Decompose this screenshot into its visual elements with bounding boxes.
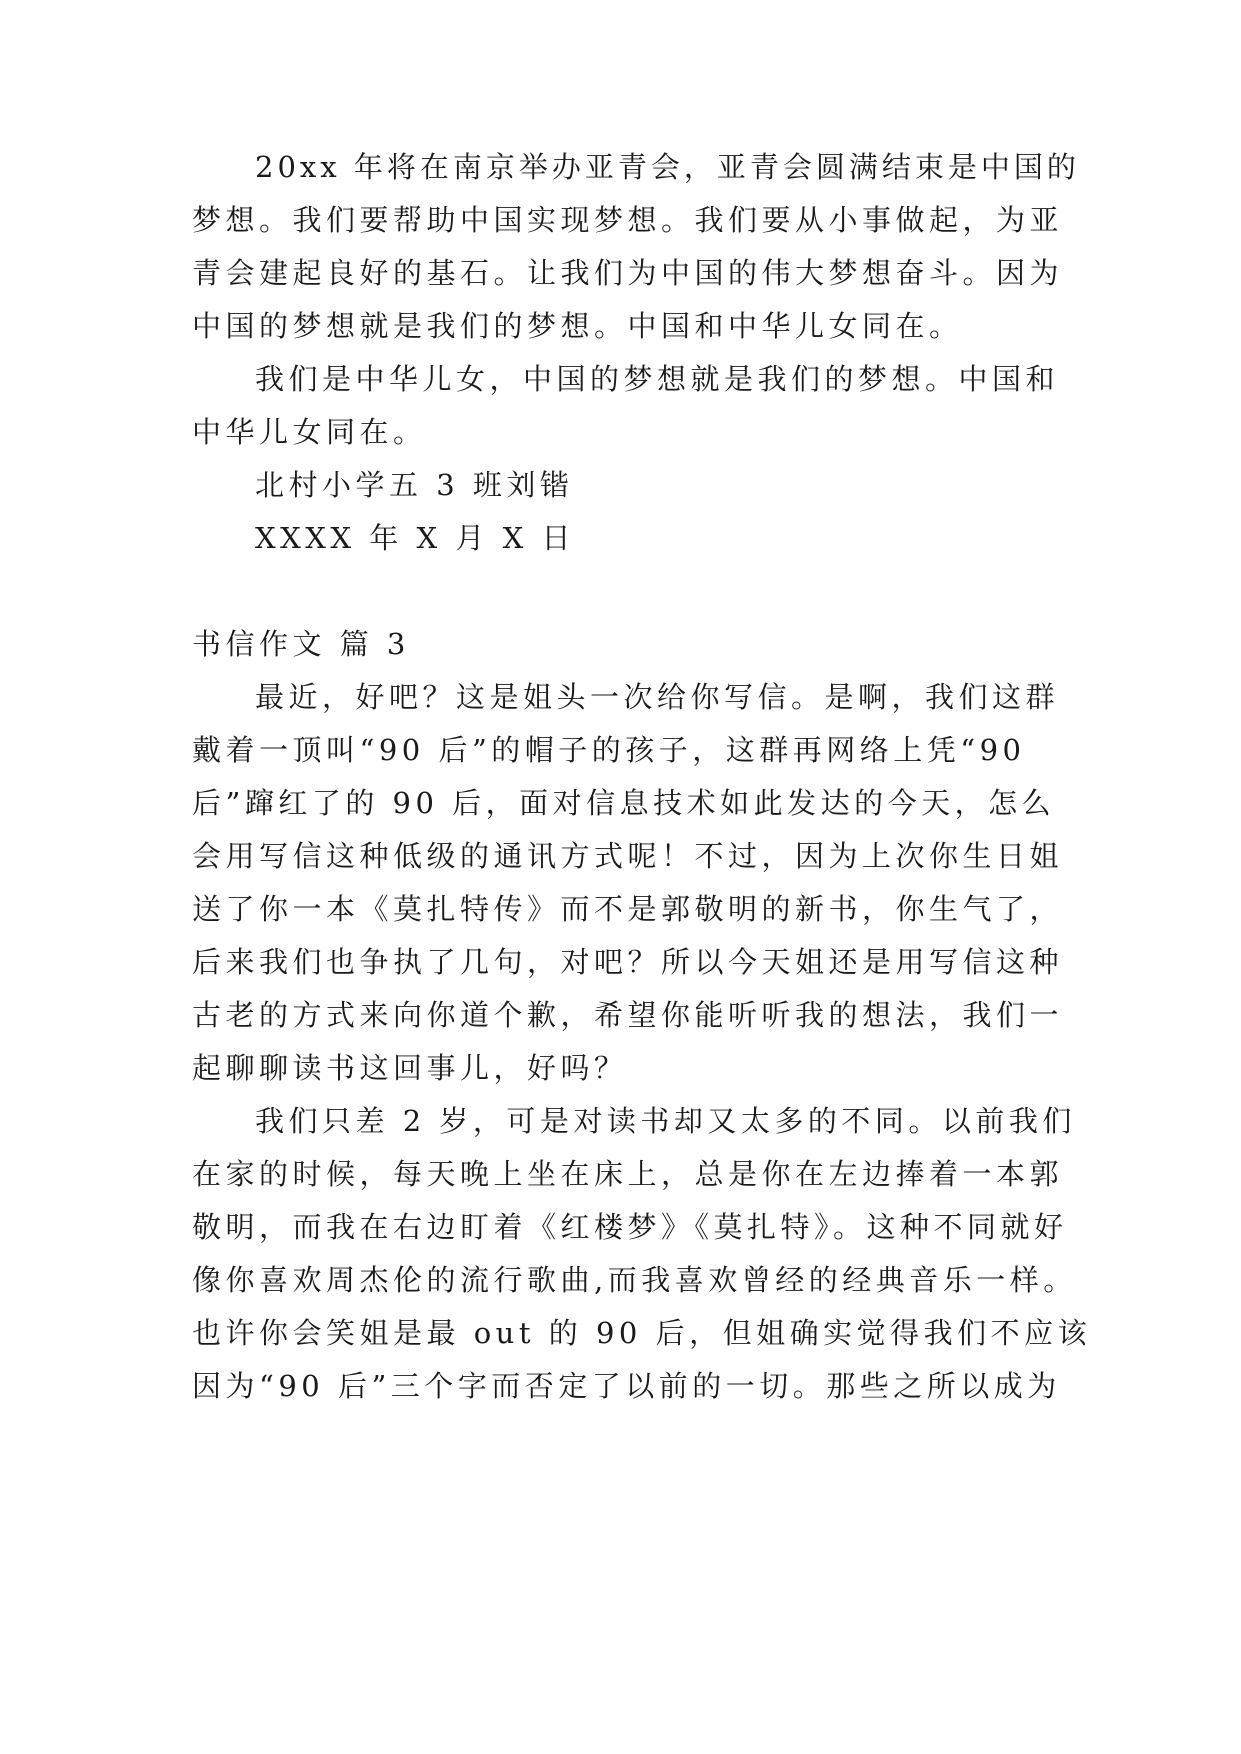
- date-line: XXXX 年 X 月 X 日: [255, 521, 575, 555]
- text-line: 起聊聊读书这回事儿，好吗？: [192, 1051, 628, 1085]
- text-line: 后来我们也争执了几句，对吧？所以今天姐还是用写信这种: [192, 945, 1064, 979]
- text-line: 中华儿女同在。: [192, 415, 427, 449]
- text-line: 最近，好吧？这是姐头一次给你写信。是啊，我们这群: [255, 680, 1060, 714]
- text-line: 后”蹿红了的 90 后，面对信息技术如此发达的今天，怎么: [192, 786, 1056, 820]
- text-line: 中国的梦想就是我们的梦想。中国和中华儿女同在。: [192, 309, 963, 343]
- text-line: 送了你一本《莫扎特传》而不是郭敬明的新书，你生气了，: [192, 892, 1064, 926]
- text-line: 古老的方式来向你道个歉，希望你能听听我的想法，我们一: [192, 998, 1064, 1032]
- text-line: 我们是中华儿女，中国的梦想就是我们的梦想。中国和: [255, 362, 1060, 396]
- text-line: 我们只差 2 岁，可是对读书却又太多的不同。以前我们: [255, 1104, 1076, 1138]
- text-line: 会用写信这种低级的通讯方式呢！不过，因为上次你生日姐: [192, 839, 1064, 873]
- text-line: 像你喜欢周杰伦的流行歌曲,而我喜欢曾经的经典音乐一样。: [192, 1263, 1077, 1297]
- text-line: 梦想。我们要帮助中国实现梦想。我们要从小事做起，为亚: [192, 203, 1064, 237]
- text-line: 也许你会笑姐是最 out 的 90 后，但姐确实觉得我们不应该: [192, 1316, 1092, 1350]
- text-line: 20xx 年将在南京举办亚青会，亚青会圆满结束是中国的: [255, 150, 1080, 184]
- text-line: 青会建起良好的基石。让我们为中国的伟大梦想奋斗。因为: [192, 256, 1064, 290]
- signature-line: 北村小学五 3 班刘锴: [255, 468, 574, 502]
- text-line: 因为“90 后”三个字而否定了以前的一切。那些之所以成为: [192, 1369, 1061, 1403]
- text-line: 敬明，而我在右边盯着《红楼梦》《莫扎特》。这种不同就好: [192, 1210, 1068, 1244]
- section-heading: 书信作文 篇 3: [192, 627, 410, 661]
- text-line: 戴着一顶叫“90 后”的帽子的孩子，这群再网络上凭“90: [192, 733, 1026, 767]
- text-line: 在家的时候，每天晚上坐在床上，总是你在左边捧着一本郭: [192, 1157, 1064, 1191]
